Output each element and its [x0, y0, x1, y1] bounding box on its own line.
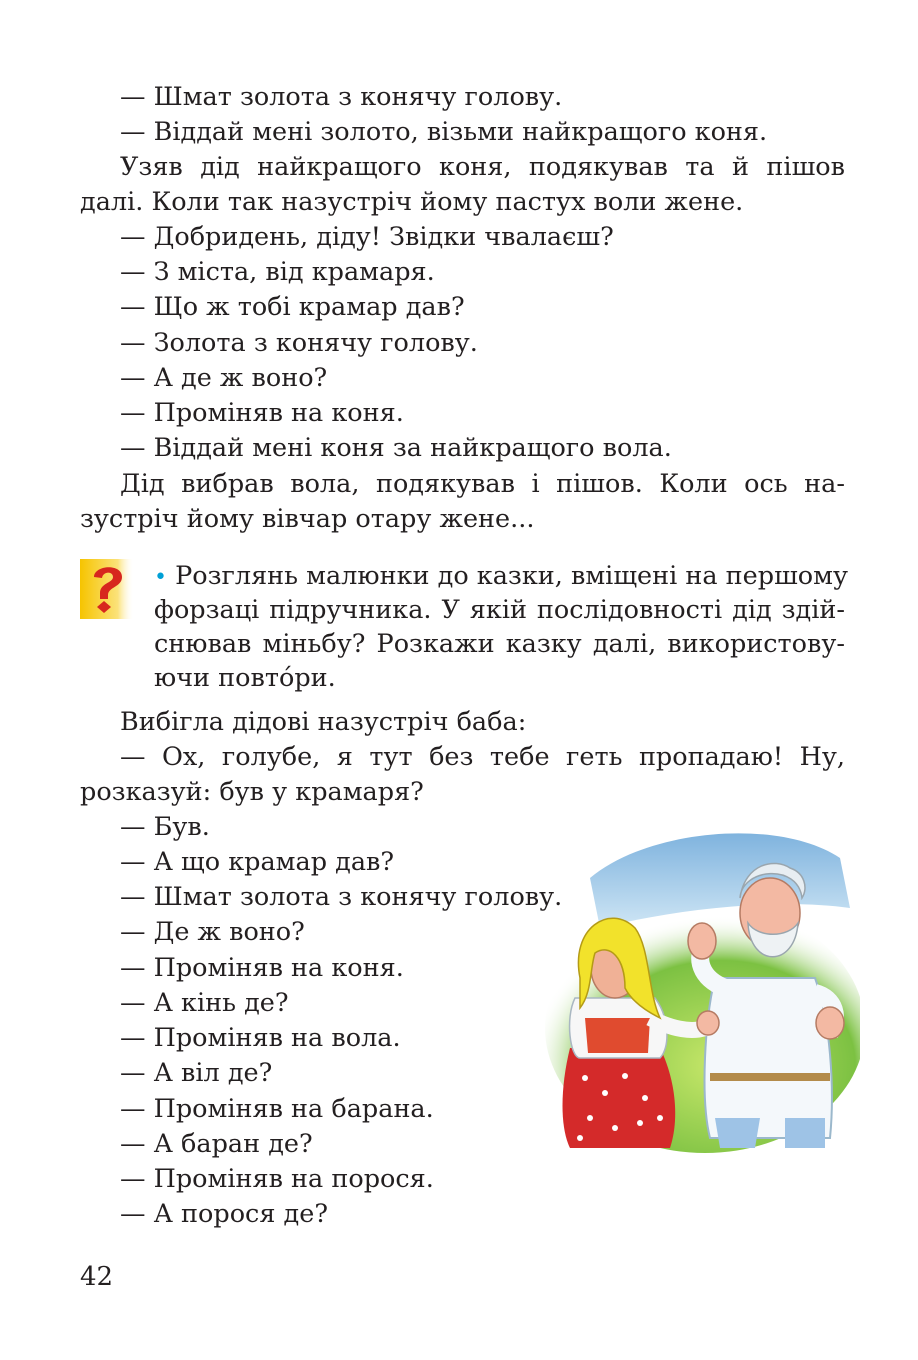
text-line: Вибігла дідові назустріч баба:	[120, 707, 527, 737]
task-line	[154, 559, 848, 595]
task-line: ючи повтóри.	[154, 663, 336, 693]
text-line: — Віддай мені коня за найкращого вола.	[120, 433, 672, 463]
text-line: — А баран де?	[120, 1129, 313, 1159]
text-line: — А віл де?	[120, 1058, 273, 1088]
illustration-grandparents	[530, 818, 860, 1158]
text-line: — Шмат золота з конячу голову.	[120, 82, 563, 112]
text-line: — Добридень, діду! Звідки чвалаєш?	[120, 222, 614, 252]
text-line: — Проміняв на коня.	[120, 398, 404, 428]
text-line: розказуй: був у крамаря?	[80, 777, 424, 807]
text-line: — Де ж воно?	[120, 917, 305, 947]
task-text: Розглянь малюнки до казки, вміщені на першому	[175, 561, 848, 591]
text-line: — Шмат золота з конячу голову.	[120, 882, 563, 912]
text-line: далі. Коли так назустріч йому пастух воли жене.	[80, 187, 744, 217]
text-line: Узяв дід найкращого коня, подякував та й пішов	[120, 152, 845, 182]
text-line: зустріч йому вівчар отару жене...	[80, 504, 535, 534]
text-line: — Що ж тобі крамар дав?	[120, 292, 465, 322]
text-line: — А кінь де?	[120, 988, 289, 1018]
text-line: — А що крамар дав?	[120, 847, 395, 877]
page-number: 42	[80, 1262, 114, 1292]
text-line: — Проміняв на вола.	[120, 1023, 401, 1053]
task-line: форзаці підручника. У якій послідовності дід здій-	[154, 595, 845, 625]
text-line: — А де ж воно?	[120, 363, 328, 393]
text-line: — Золота з конячу голову.	[120, 328, 478, 358]
text-line: — З міста, від крамаря.	[120, 257, 435, 287]
text-line: — Проміняв на барана.	[120, 1094, 434, 1124]
bullet: •	[154, 565, 167, 590]
question-mark-icon	[80, 559, 134, 619]
text-line: — А порося де?	[120, 1199, 328, 1229]
text-line: — Проміняв на коня.	[120, 953, 404, 983]
text-line: — Проміняв на порося.	[120, 1164, 434, 1194]
text-line: — Був.	[120, 812, 210, 842]
text-line: — Ох, голубе, я тут без тебе геть пропадаю! Ну,	[120, 742, 845, 772]
task-line: снював міньбу? Розкажи казку далі, використову-	[154, 629, 845, 659]
text-line: — Віддай мені золото, візьми найкращого коня.	[120, 117, 768, 147]
text-line: Дід вибрав вола, подякував і пішов. Коли ось на-	[120, 469, 845, 499]
